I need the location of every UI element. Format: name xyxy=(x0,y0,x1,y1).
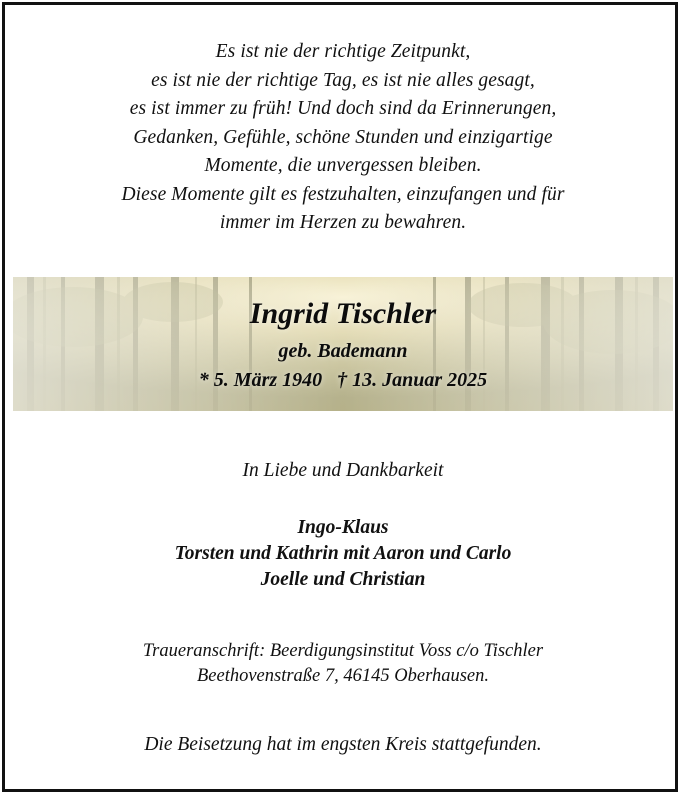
mourner-entry: Joelle und Christian xyxy=(260,569,426,590)
address-line: Traueranschrift: Beerdigungsinstitut Voss c/o Tischler xyxy=(142,641,544,661)
birth-name: geb. Bademann xyxy=(278,340,408,362)
mourners-list xyxy=(5,515,680,593)
poem-line: es ist immer zu früh! Und doch sind da Erinnerungen, xyxy=(129,98,557,119)
burial-note: Die Beisetzung hat im engsten Kreis stattgefunden. xyxy=(144,734,542,755)
forest-banner xyxy=(13,277,673,411)
poem-line: es ist nie der richtige Tag, es ist nie alles gesagt, xyxy=(151,69,535,91)
mourner-entry: Torsten und Kathrin mit Aaron und Carlo xyxy=(174,543,512,564)
poem-line: Diese Momente gilt es festzuhalten, einzufangen und für xyxy=(121,183,565,205)
poem-line: immer im Herzen zu bewahren. xyxy=(219,212,467,233)
poem-line: Es ist nie der richtige Zeitpunkt, xyxy=(215,41,471,62)
poem-line: Gedanken, Gefühle, schöne Stunden und einzigartige xyxy=(133,126,553,148)
mourning-address xyxy=(5,639,680,689)
deceased-name: Ingrid Tischler xyxy=(249,297,437,330)
life-dates: * 5. März 1940 † 13. Januar 2025 xyxy=(198,369,488,391)
gratitude-line: In Liebe und Dankbarkeit xyxy=(242,460,444,481)
memorial-poem xyxy=(5,38,680,238)
address-line: Beethovenstraße 7, 46145 Oberhausen. xyxy=(196,666,489,686)
poem-line: Momente, die unvergessen bleiben. xyxy=(204,155,482,176)
mourner-entry: Ingo-Klaus xyxy=(297,517,389,538)
obituary-frame xyxy=(2,2,678,792)
